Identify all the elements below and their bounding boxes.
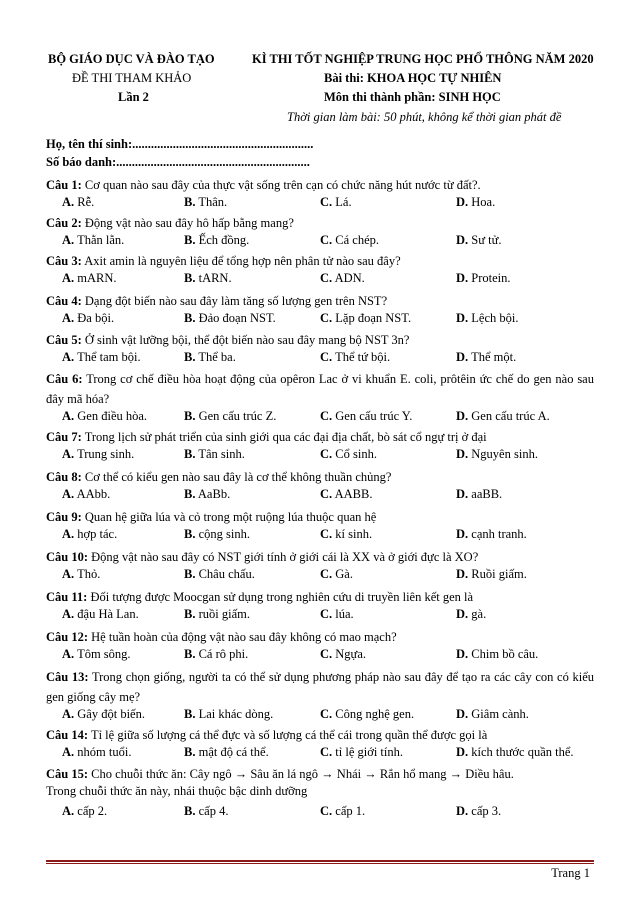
option-text: Ruồi giấm. xyxy=(471,567,527,581)
option-letter: B. xyxy=(184,195,196,209)
option-text: Ngựa. xyxy=(335,647,367,661)
answer-options xyxy=(0,350,640,368)
answer-option-b xyxy=(184,804,228,819)
question-stem: Trong lịch sử phát triển của sinh giới qua các đại địa chất, bò sát cổ ngự trị ở đại xyxy=(84,430,487,444)
option-text: AAbb. xyxy=(76,487,111,501)
question-number: Câu 12: xyxy=(46,630,89,644)
option-letter: A. xyxy=(62,350,75,364)
option-letter: B. xyxy=(184,745,196,759)
option-text: Lai khác dòng. xyxy=(198,707,274,721)
answer-option-c xyxy=(320,195,352,210)
question-number: Câu 2: xyxy=(46,216,82,230)
option-letter: A. xyxy=(62,409,75,423)
option-text: Thỏ. xyxy=(77,567,101,581)
option-letter: B. xyxy=(184,804,196,818)
answer-option-a xyxy=(62,527,117,542)
answer-option-d xyxy=(456,311,519,326)
question-number: Câu 9: xyxy=(46,510,82,524)
answer-options xyxy=(0,745,640,763)
question-number: Câu 10: xyxy=(46,550,89,564)
answer-options xyxy=(0,804,640,822)
question-text xyxy=(46,175,594,195)
option-letter: C. xyxy=(320,647,333,661)
option-text: tỉ lệ giới tính. xyxy=(335,745,403,759)
option-letter: C. xyxy=(320,409,333,423)
answer-option-c xyxy=(320,271,365,286)
option-text: Thể ba. xyxy=(198,350,236,364)
answer-option-b xyxy=(184,350,236,365)
option-text: Hoa. xyxy=(471,195,496,209)
question-text xyxy=(46,467,594,487)
option-text: Rễ. xyxy=(77,195,95,209)
question-text xyxy=(46,764,594,784)
answer-option-c xyxy=(320,745,403,760)
answer-option-a xyxy=(62,409,147,424)
option-letter: C. xyxy=(320,195,333,209)
answer-option-a xyxy=(62,487,110,502)
option-letter: B. xyxy=(184,647,196,661)
answer-options xyxy=(0,647,640,665)
question-number: Câu 7: xyxy=(46,430,82,444)
option-letter: B. xyxy=(184,447,196,461)
option-text: nhóm tuổi. xyxy=(77,745,132,759)
answer-options xyxy=(0,487,640,505)
answer-option-c xyxy=(320,409,412,424)
question-text xyxy=(46,330,594,350)
option-letter: C. xyxy=(320,804,333,818)
answer-option-d xyxy=(456,409,550,424)
answer-options xyxy=(0,195,640,213)
question-number: Câu 15: xyxy=(46,767,89,781)
option-letter: A. xyxy=(62,527,75,541)
option-text: Đảo đoạn NST. xyxy=(198,311,276,325)
question-stem: Trong cơ chế điều hòa hoạt động của opêron Lac ở vi khuẩn E. coli, prôtêin ức chế do gen nào sau đây mã hóa? xyxy=(46,372,594,406)
option-text: Trung sinh. xyxy=(77,447,135,461)
question-number: Câu 11: xyxy=(46,590,88,604)
option-text: kích thước quần thể. xyxy=(471,745,574,759)
answer-option-c xyxy=(320,607,354,622)
option-letter: A. xyxy=(62,567,75,581)
option-letter: D. xyxy=(456,647,469,661)
answer-option-b xyxy=(184,447,245,462)
answer-option-d xyxy=(456,195,495,210)
attempt-label: Lần 2 xyxy=(118,90,149,104)
option-letter: D. xyxy=(456,745,469,759)
option-text: Nguyên sinh. xyxy=(471,447,538,461)
option-text: Công nghệ gen. xyxy=(335,707,415,721)
option-text: aaBB. xyxy=(471,487,503,501)
question-stem: Axit amin là nguyên liệu để tổng hợp nên phân tử nào sau đây? xyxy=(84,254,401,268)
page-number: Trang 1 xyxy=(551,866,590,880)
question-number: Câu 8: xyxy=(46,470,82,484)
option-text: mật độ cá thể. xyxy=(198,745,269,759)
question-number: Câu 6: xyxy=(46,372,83,386)
answer-option-c xyxy=(320,447,377,462)
option-letter: B. xyxy=(184,233,196,247)
answer-option-a xyxy=(62,195,94,210)
option-text: Protein. xyxy=(471,271,511,285)
question-number: Câu 1: xyxy=(46,178,82,192)
option-letter: C. xyxy=(320,311,333,325)
footer-rule-thin xyxy=(46,863,594,864)
footer-rule xyxy=(46,860,594,862)
answer-option-a xyxy=(62,707,145,722)
answer-option-a xyxy=(62,311,114,326)
answer-option-d xyxy=(456,647,538,662)
answer-option-b xyxy=(184,607,250,622)
option-text: Tôm sông. xyxy=(77,647,131,661)
question-text xyxy=(46,213,594,233)
option-letter: C. xyxy=(320,487,333,501)
option-letter: A. xyxy=(62,233,75,247)
option-letter: C. xyxy=(320,607,333,621)
option-text: Chim bồ câu. xyxy=(471,647,539,661)
answer-option-b xyxy=(184,745,269,760)
question-stem: Quan hệ giữa lúa và cỏ trong một ruộng lúa thuộc quan hệ xyxy=(84,510,377,524)
question-number: Câu 5: xyxy=(46,333,82,347)
option-letter: A. xyxy=(62,447,75,461)
option-letter: B. xyxy=(184,409,196,423)
question-stem: Cho chuỗi thức ăn: Cây ngô → Sâu ăn lá ngô → Nhái → Rắn hổ mang → Diều hâu. xyxy=(91,767,514,781)
option-letter: B. xyxy=(184,567,196,581)
option-letter: B. xyxy=(184,607,196,621)
option-text: Cổ sinh. xyxy=(335,447,377,461)
answer-options xyxy=(0,707,640,725)
answer-option-d xyxy=(456,707,529,722)
option-letter: D. xyxy=(456,350,469,364)
answer-option-b xyxy=(184,567,255,582)
option-letter: D. xyxy=(456,567,469,581)
answer-option-c xyxy=(320,311,411,326)
option-letter: D. xyxy=(456,311,469,325)
option-text: Lặp đoạn NST. xyxy=(335,311,412,325)
question-number: Câu 3: xyxy=(46,254,82,268)
question-stem: Đối tượng được Moocgan sử dụng trong nghiên cứu di truyền liên kết gen là xyxy=(90,590,474,604)
question-number: Câu 13: xyxy=(46,670,89,684)
question-text xyxy=(46,667,594,707)
answer-option-b xyxy=(184,271,232,286)
option-text: Gen cấu trúc Z. xyxy=(198,409,277,423)
answer-option-d xyxy=(456,527,527,542)
option-text: AABB. xyxy=(334,487,373,501)
option-letter: C. xyxy=(320,447,333,461)
option-letter: B. xyxy=(184,527,196,541)
question-stem-continued: Trong chuỗi thức ăn này, nhái thuộc bậc dinh dưỡng xyxy=(46,784,308,798)
option-letter: D. xyxy=(456,409,469,423)
answer-option-a xyxy=(62,447,134,462)
option-letter: D. xyxy=(456,447,469,461)
option-letter: B. xyxy=(184,350,196,364)
question-text xyxy=(46,427,594,447)
option-letter: D. xyxy=(456,607,469,621)
subject-name: Môn thi thành phần: SINH HỌC xyxy=(324,90,501,104)
answer-option-b xyxy=(184,409,276,424)
option-text: Gây đột biến. xyxy=(77,707,145,721)
question-text xyxy=(46,291,594,311)
option-text: cấp 2. xyxy=(77,804,108,818)
option-letter: A. xyxy=(62,707,75,721)
option-letter: D. xyxy=(456,271,469,285)
answer-option-b xyxy=(184,311,276,326)
answer-option-a xyxy=(62,567,100,582)
answer-option-d xyxy=(456,233,502,248)
option-text: Thể tam bội. xyxy=(77,350,141,364)
answer-option-d xyxy=(456,567,527,582)
option-text: Cá rô phi. xyxy=(198,647,249,661)
answer-option-c xyxy=(320,647,366,662)
answer-option-a xyxy=(62,647,131,662)
option-text: AaBb. xyxy=(197,487,231,501)
option-letter: C. xyxy=(320,707,333,721)
option-text: kí sinh. xyxy=(335,527,373,541)
option-letter: A. xyxy=(62,804,75,818)
question-stem: Trong chọn giống, người ta có thể sử dụng phương pháp nào sau đây để tạo ra các cây con có kiểu gen giống cây mẹ? xyxy=(46,670,594,704)
option-text: ruồi giấm. xyxy=(198,607,250,621)
option-text: Gen cấu trúc Y. xyxy=(335,409,413,423)
option-text: cấp 4. xyxy=(198,804,229,818)
option-text: lúa. xyxy=(335,607,354,621)
option-letter: C. xyxy=(320,567,333,581)
answer-option-d xyxy=(456,804,501,819)
option-text: ADN. xyxy=(334,271,365,285)
option-text: Đa bội. xyxy=(77,311,115,325)
answer-options xyxy=(0,233,640,251)
option-letter: A. xyxy=(62,607,75,621)
option-letter: D. xyxy=(456,233,469,247)
student-id-line: Số báo danh:.............................................................. xyxy=(46,155,310,169)
answer-options xyxy=(0,607,640,625)
option-letter: A. xyxy=(62,195,75,209)
question-stem: Tỉ lệ giữa số lượng cá thể đực và số lượng cá thể cái trong quần thể được gọi là xyxy=(90,728,488,742)
option-letter: A. xyxy=(62,271,75,285)
option-letter: A. xyxy=(62,311,75,325)
question-stem: Ở sinh vật lưỡng bội, thể đột biến nào sau đây mang bộ NST 3n? xyxy=(84,333,410,347)
option-letter: D. xyxy=(456,487,469,501)
answer-option-d xyxy=(456,271,511,286)
answer-option-a xyxy=(62,804,107,819)
question-number: Câu 4: xyxy=(46,294,82,308)
option-text: cộng sinh. xyxy=(198,527,250,541)
answer-option-b xyxy=(184,233,249,248)
question-stem: Dạng đột biến nào sau đây làm tăng số lượng gen trên NST? xyxy=(84,294,388,308)
exam-type: ĐỀ THI THAM KHẢO xyxy=(72,71,192,85)
option-letter: B. xyxy=(184,271,196,285)
option-text: Thể tứ bội. xyxy=(335,350,391,364)
option-letter: A. xyxy=(62,647,75,661)
question-stem: Hệ tuần hoàn của động vật nào sau đây không có mao mạch? xyxy=(91,630,397,644)
time-note: Thời gian làm bài: 50 phút, không kể thời gian phát đề xyxy=(287,110,562,124)
question-stem: Cơ thể có kiểu gen nào sau đây là cơ thể không thuần chủng? xyxy=(84,470,392,484)
option-letter: A. xyxy=(62,487,75,501)
option-text: gà. xyxy=(471,607,487,621)
option-letter: C. xyxy=(320,271,333,285)
option-text: cấp 3. xyxy=(471,804,502,818)
option-text: cấp 1. xyxy=(335,804,366,818)
answer-option-b xyxy=(184,647,248,662)
answer-option-c xyxy=(320,567,353,582)
option-letter: D. xyxy=(456,707,469,721)
option-text: Lệch bội. xyxy=(471,311,519,325)
option-text: Thân. xyxy=(198,195,228,209)
option-text: Châu chấu. xyxy=(198,567,255,581)
question-stem: Động vật nào sau đây hô hấp bằng mang? xyxy=(84,216,294,230)
ministry-title: BỘ GIÁO DỤC VÀ ĐÀO TẠO xyxy=(48,52,215,66)
option-text: Thằn lằn. xyxy=(77,233,125,247)
answer-option-b xyxy=(184,195,227,210)
option-text: Lá. xyxy=(335,195,352,209)
option-text: tARN. xyxy=(198,271,232,285)
answer-option-c xyxy=(320,487,372,502)
student-name-line: Họ, tên thí sinh:.......................................................... xyxy=(46,137,314,151)
option-text: cạnh tranh. xyxy=(471,527,527,541)
option-letter: C. xyxy=(320,745,333,759)
option-text: Gen cấu trúc A. xyxy=(471,409,550,423)
answer-option-b xyxy=(184,707,273,722)
option-text: Sư tử. xyxy=(471,233,502,247)
answer-options xyxy=(0,271,640,289)
answer-option-d xyxy=(456,487,502,502)
question-stem: Cơ quan nào sau đây của thực vật sống trên cạn có chức năng hút nước từ đất?. xyxy=(84,178,481,192)
question-text xyxy=(46,251,594,271)
option-letter: B. xyxy=(184,707,196,721)
option-text: Thể một. xyxy=(471,350,517,364)
answer-option-a xyxy=(62,350,141,365)
answer-option-c xyxy=(320,350,390,365)
option-text: mARN. xyxy=(77,271,117,285)
question-text xyxy=(46,547,594,567)
answer-option-a xyxy=(62,233,124,248)
option-letter: D. xyxy=(456,195,469,209)
option-letter: C. xyxy=(320,233,333,247)
answer-option-c xyxy=(320,527,372,542)
question-text xyxy=(46,369,594,409)
option-text: Giâm cành. xyxy=(471,707,529,721)
question-text xyxy=(46,507,594,527)
answer-option-b xyxy=(184,527,250,542)
answer-option-d xyxy=(456,350,516,365)
option-text: Gen điều hòa. xyxy=(77,409,148,423)
answer-option-d xyxy=(456,447,538,462)
question-stem: Động vật nào sau đây có NST giới tính ở giới cái là XX và ở giới đực là XO? xyxy=(91,550,479,564)
option-text: Tân sinh. xyxy=(198,447,245,461)
option-letter: D. xyxy=(456,527,469,541)
option-text: Gà. xyxy=(335,567,353,581)
option-letter: C. xyxy=(320,350,333,364)
question-text xyxy=(46,725,594,745)
option-letter: A. xyxy=(62,745,75,759)
answer-option-a xyxy=(62,271,117,286)
answer-options xyxy=(0,311,640,329)
answer-options xyxy=(0,567,640,585)
option-letter: C. xyxy=(320,527,333,541)
answer-option-d xyxy=(456,745,574,760)
option-letter: B. xyxy=(184,487,196,501)
answer-option-a xyxy=(62,745,131,760)
answer-option-c xyxy=(320,707,414,722)
question-text xyxy=(46,627,594,647)
answer-options xyxy=(0,527,640,545)
answer-option-d xyxy=(456,607,486,622)
answer-option-c xyxy=(320,233,379,248)
question-text xyxy=(46,587,594,607)
subject-group: Bài thi: KHOA HỌC TỰ NHIÊN xyxy=(324,71,502,85)
option-text: Ếch đồng. xyxy=(198,233,250,247)
option-letter: D. xyxy=(456,804,469,818)
exam-name: KÌ THI TỐT NGHIỆP TRUNG HỌC PHỔ THÔNG NĂM 2020 xyxy=(252,52,594,66)
answer-option-b xyxy=(184,487,230,502)
option-text: đậu Hà Lan. xyxy=(77,607,139,621)
option-letter: B. xyxy=(184,311,196,325)
question-number: Câu 14: xyxy=(46,728,89,742)
answer-options xyxy=(0,409,640,427)
option-text: Cá chép. xyxy=(335,233,380,247)
option-text: hợp tác. xyxy=(77,527,118,541)
answer-options xyxy=(0,447,640,465)
answer-option-a xyxy=(62,607,139,622)
answer-option-c xyxy=(320,804,365,819)
